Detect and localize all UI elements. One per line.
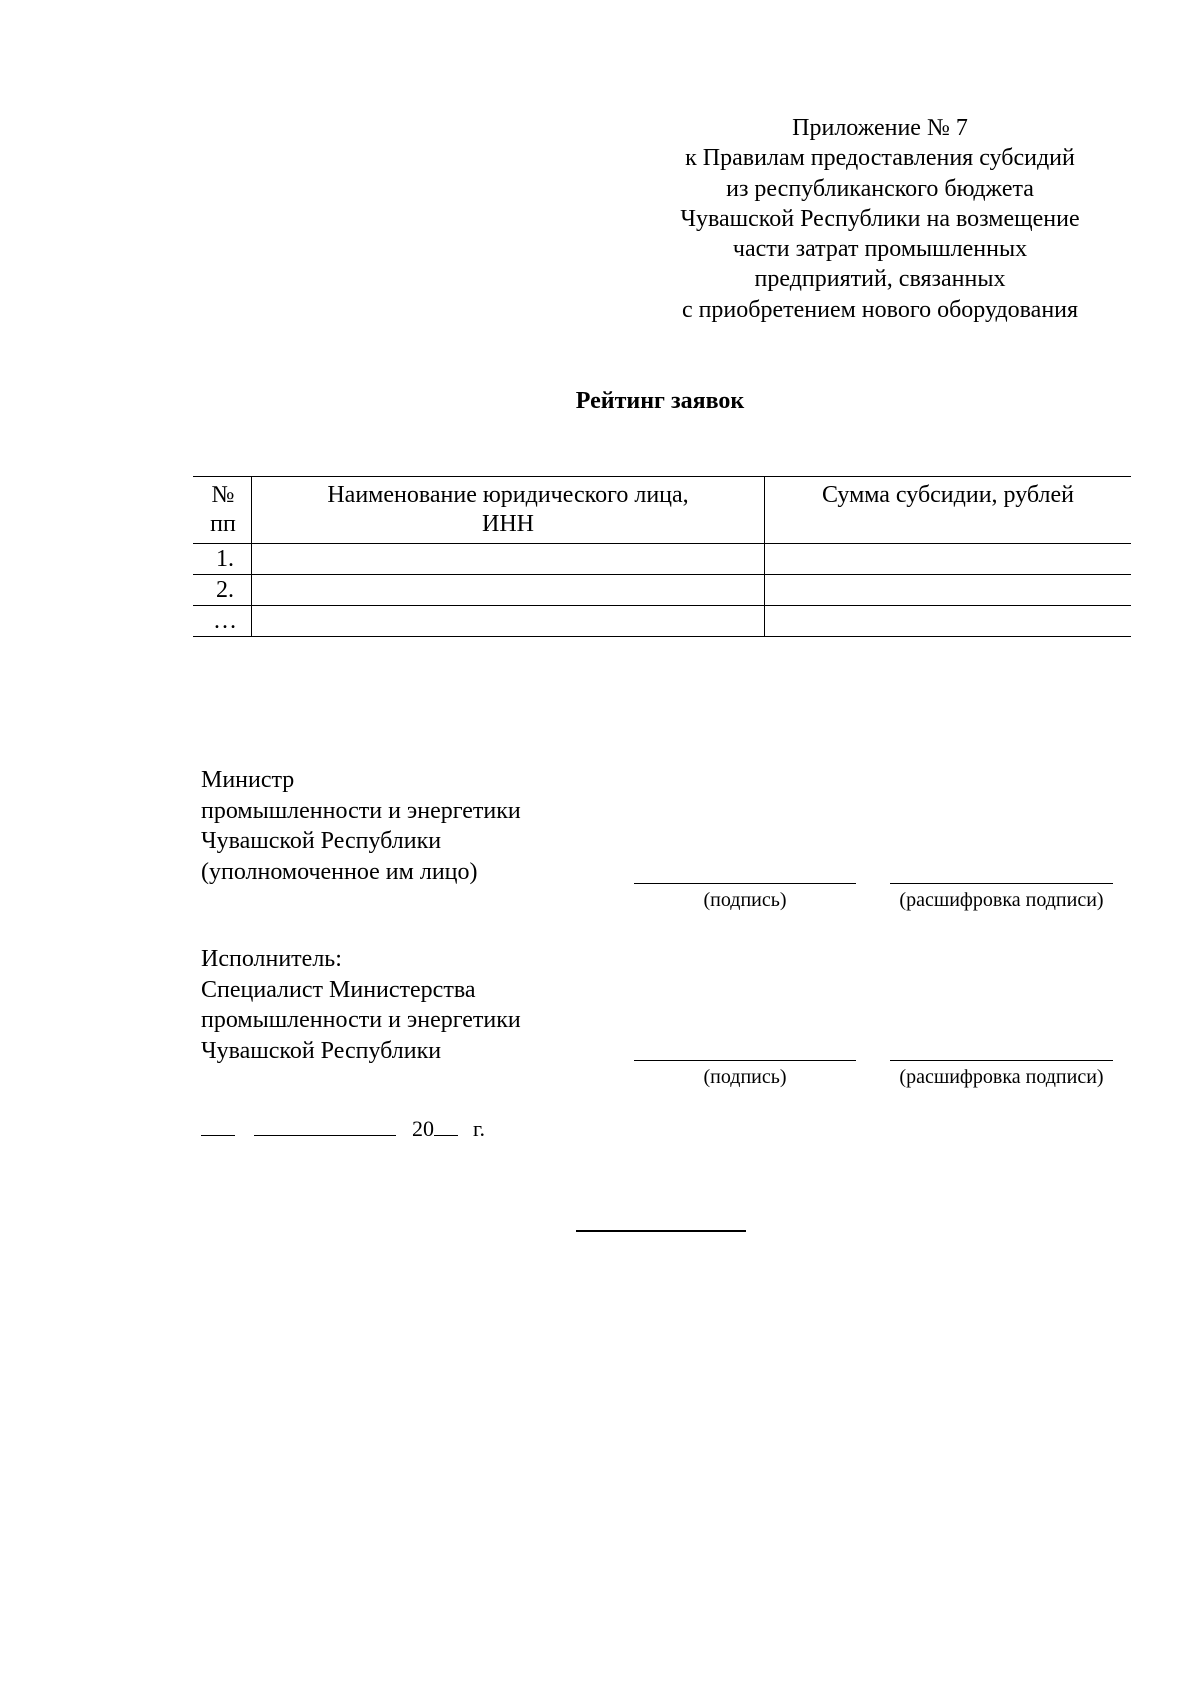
year-prefix: 20 <box>412 1116 434 1141</box>
minister-signature-line <box>634 883 856 884</box>
executor-signature-caption: (подпись) <box>703 1066 787 1088</box>
document-end-rule <box>576 1230 746 1232</box>
executor-line: Чувашской Республики <box>201 1037 442 1064</box>
executor-signature-line <box>634 1060 856 1061</box>
table-header-row <box>193 477 1131 544</box>
document-title: Рейтинг заявок <box>575 388 745 414</box>
appendix-line: предприятий, связанных <box>754 266 1006 293</box>
appendix-line: части затрат промышленных <box>732 236 1028 263</box>
minister-line: Министр <box>201 767 295 793</box>
executor-decode-caption: (расшифровка подписи) <box>899 1066 1104 1088</box>
row-name <box>252 575 765 606</box>
appendix-line: Приложение № 7 <box>792 115 968 141</box>
minister-signature-block <box>201 765 521 887</box>
header-sum <box>765 477 1132 544</box>
executor-line: Исполнитель: <box>201 946 342 972</box>
header-num-line: пп <box>210 511 236 537</box>
year-suffix: г. <box>473 1116 486 1141</box>
minister-decode-caption: (расшифровка подписи) <box>899 889 1104 911</box>
minister-line: промышленности и энергетики <box>201 797 521 824</box>
executor-signature-block <box>201 944 521 1066</box>
row-sum <box>765 575 1132 606</box>
rating-table <box>193 476 1131 637</box>
row-name <box>252 544 765 575</box>
appendix-header <box>620 113 1140 325</box>
header-num <box>193 477 252 544</box>
row-name <box>252 606 765 637</box>
appendix-line: к Правилам предоставления субсидий <box>685 145 1075 172</box>
header-name-line: Наименование юридического лица, <box>327 482 689 508</box>
row-sum <box>765 544 1132 575</box>
minister-line: Чувашской Республики <box>201 828 442 854</box>
minister-decode-line <box>890 883 1113 884</box>
header-name <box>252 477 765 544</box>
table-row <box>193 575 1131 606</box>
executor-decode-line <box>890 1060 1113 1061</box>
month-blank <box>254 1113 396 1136</box>
row-sum <box>765 606 1132 637</box>
appendix-line: из республиканского бюджета <box>726 175 1034 202</box>
minister-line: (уполномоченное им лицо) <box>201 858 478 885</box>
date-line <box>201 1113 485 1144</box>
appendix-line: Чувашской Республики на возмещение <box>680 205 1080 232</box>
day-blank <box>201 1113 235 1136</box>
row-num: 1. <box>193 544 252 575</box>
minister-signature-caption: (подпись) <box>703 889 787 911</box>
header-sum-label: Сумма субсидии, рублей <box>821 482 1075 508</box>
table-row <box>193 544 1131 575</box>
row-num: … <box>193 606 252 637</box>
year-blank <box>434 1113 458 1136</box>
executor-line: промышленности и энергетики <box>201 1007 521 1033</box>
executor-line: Специалист Министерства <box>201 976 476 1003</box>
table-row <box>193 606 1131 637</box>
appendix-line: с приобретением нового оборудования <box>681 296 1079 323</box>
row-num: 2. <box>193 575 252 606</box>
header-num-line: № <box>211 482 235 508</box>
header-name-line: ИНН <box>482 511 534 537</box>
